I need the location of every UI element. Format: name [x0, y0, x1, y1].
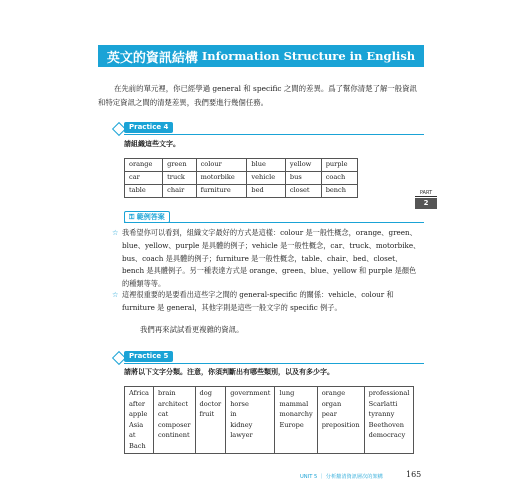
word: cat — [157, 410, 169, 419]
word-column — [125, 387, 154, 454]
table-row — [125, 185, 358, 198]
footer-unit: UNIT 5 ｜ 分析釐清資訊層次的架構 — [300, 474, 383, 480]
table-cell: green — [163, 159, 196, 172]
part-tab — [415, 190, 437, 209]
table-cell: table — [125, 185, 163, 198]
page-number: 165 — [406, 470, 422, 479]
word: Scarlatti — [368, 399, 398, 408]
table-cell: vehicle — [247, 172, 285, 185]
word: Europe — [279, 420, 304, 429]
table-cell: chair — [163, 185, 196, 198]
table-row — [125, 172, 358, 185]
table-row — [125, 159, 358, 172]
practice4-label: Practice 4 — [124, 122, 173, 133]
word: lung — [279, 389, 295, 397]
practice5-divider — [124, 363, 424, 364]
table-cell: yellow — [285, 159, 321, 172]
word: dog — [199, 389, 212, 397]
star-icon: ☆ — [112, 290, 119, 299]
closing-paragraph: 我們再來試試看更複雜的資訊。 — [140, 325, 244, 334]
word: organ — [321, 399, 342, 408]
word: in — [230, 410, 237, 419]
table-cell: truck — [163, 172, 196, 185]
table-cell: motorbike — [196, 172, 247, 185]
word: continent — [157, 431, 190, 440]
word: government — [230, 389, 271, 397]
star-icon: ☆ — [112, 228, 119, 237]
key-icon: ⚿ — [129, 213, 135, 221]
word: pear — [321, 410, 337, 419]
word: Beethoven — [368, 420, 405, 429]
word-column — [195, 387, 226, 454]
word: doctor — [199, 399, 222, 408]
word: composer — [157, 420, 191, 429]
table-cell: colour — [196, 159, 247, 172]
word: Asia — [129, 420, 144, 429]
table-cell: purple — [321, 159, 357, 172]
word: horse — [230, 399, 249, 408]
bullet-text: 我希望你可以看到，組織文字最好的方式是這樣：colour 是一般性概念，orange、green、blue、yellow、purple 是具體的例子；vehicle 是一般性概念，car、truck、motorbike、bus、coach 是具體的例子；furniture 是一般性概念，table、chair、bed、closet、bench 是具體例子。另一種表達方式是 orange、green、blue、yellow 和 purple 是顏色的種類等等。 — [122, 228, 421, 289]
practice5-label: Practice 5 — [124, 351, 173, 362]
bullet-text: 這裡很重要的是要看出這些字之間的 general-specific 的關係：vehicle、colour 和 furniture 是 general，其他字則是這些一般文字的 specific 例子。 — [122, 290, 394, 312]
word-column — [317, 387, 364, 454]
word: orange — [321, 389, 346, 397]
word-column — [275, 387, 317, 454]
answer-divider — [124, 222, 424, 223]
table-cell: coach — [321, 172, 357, 185]
title-chinese: 英文的資訊結構 — [106, 50, 198, 66]
practice4-table — [124, 158, 358, 198]
word-column — [364, 387, 414, 454]
table-row — [125, 387, 414, 454]
word: brain — [157, 389, 176, 397]
word: mammal — [279, 399, 309, 408]
word: architect — [157, 399, 189, 408]
practice4-instruction: 請組織這些文字。 — [124, 140, 180, 148]
word: lawyer — [230, 431, 253, 440]
word: democracy — [368, 431, 406, 440]
table-cell: car — [125, 172, 163, 185]
table-cell: bus — [285, 172, 321, 185]
practice5-instruction: 請將以下文字分類。注意，你須判斷出有哪些類別，以及有多少字。 — [124, 368, 334, 376]
table-cell: bed — [247, 185, 285, 198]
word: professional — [368, 389, 410, 397]
table-cell: orange — [125, 159, 163, 172]
intro-paragraph: 在先前的單元裡，你已經學過 general 和 specific 之間的差異。爲了幫你清楚了解一般資訊和特定資訊之間的清楚差異，我們要進行幾個任務。 — [98, 84, 417, 107]
word: kidney — [230, 420, 253, 429]
word-column — [153, 387, 195, 454]
word: after — [129, 399, 146, 408]
section-title — [98, 45, 424, 67]
word: fruit — [199, 410, 215, 419]
table-cell: blue — [247, 159, 285, 172]
part-label: PART — [415, 190, 437, 197]
word: at — [129, 431, 136, 440]
title-english: Information Structure in English — [201, 49, 416, 63]
word-column — [226, 387, 275, 454]
word: apple — [129, 410, 148, 419]
practice5-table — [124, 386, 414, 454]
table-cell: bench — [321, 185, 357, 198]
sample-answer-text: 範例答案 — [136, 213, 165, 221]
word: Bach — [129, 441, 146, 450]
practice4-divider — [124, 134, 424, 135]
answer-bullet-2 — [112, 289, 422, 315]
part-number: 2 — [415, 198, 437, 209]
table-cell: closet — [285, 185, 321, 198]
answer-bullet-1 — [112, 227, 422, 291]
table-cell: furniture — [196, 185, 247, 198]
word: Africa — [129, 389, 149, 397]
word: tyranny — [368, 410, 395, 419]
word: monarchy — [279, 410, 313, 419]
word: preposition — [321, 420, 360, 429]
